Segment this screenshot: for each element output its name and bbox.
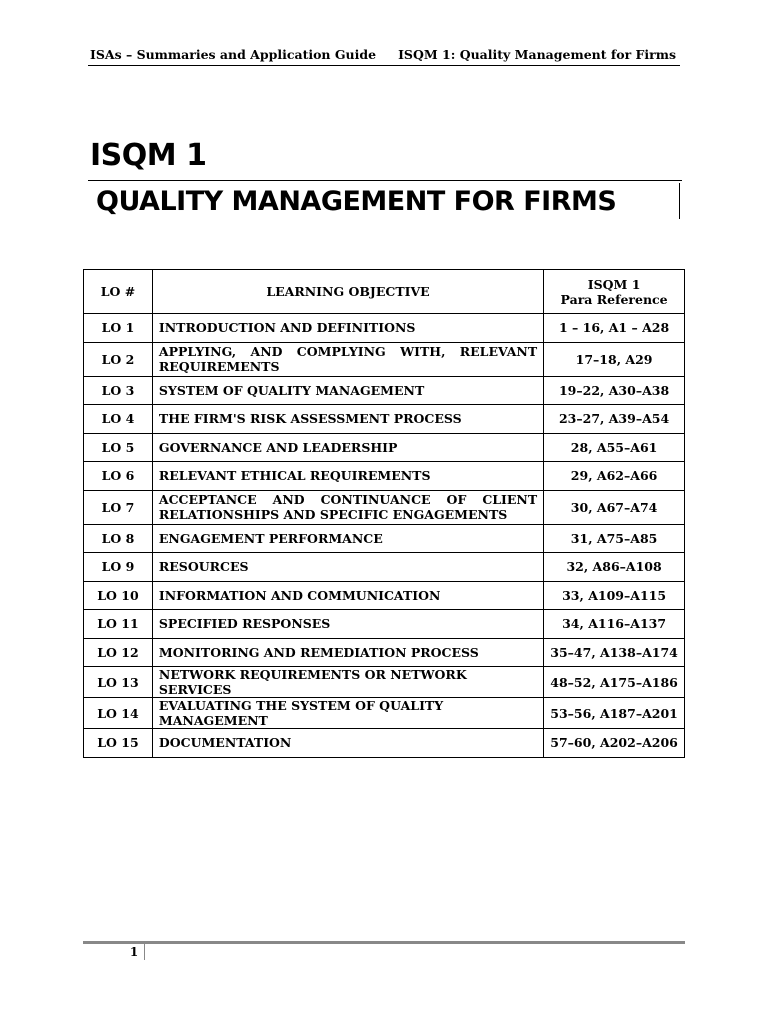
para-reference: 19–22, A30–A38 [544, 376, 685, 405]
table-row [84, 433, 685, 462]
learning-objective: THE FIRM'S RISK ASSESSMENT PROCESS [152, 405, 543, 434]
learning-objective: SPECIFIED RESPONSES [152, 610, 543, 639]
lo-number: LO 11 [84, 610, 153, 639]
table-row [84, 581, 685, 610]
header-right-text: ISQM 1: Quality Management for Firms [398, 47, 676, 62]
title-edge-bar [679, 183, 680, 219]
lo-number: LO 5 [84, 433, 153, 462]
table-header-row [84, 270, 685, 314]
table-row [84, 729, 685, 758]
running-header [88, 46, 680, 66]
table-row [84, 405, 685, 434]
document-title: ISQM 1 [90, 138, 207, 173]
learning-objectives-table [83, 269, 685, 758]
learning-objective: INFORMATION AND COMMUNICATION [152, 581, 543, 610]
learning-objective: SYSTEM OF QUALITY MANAGEMENT [152, 376, 543, 405]
para-reference: 53–56, A187–A201 [544, 698, 685, 729]
learning-objective: APPLYING, AND COMPLYING WITH, RELEVANT REQUIREMENTS [152, 342, 543, 376]
table-row [84, 698, 685, 729]
table-row [84, 524, 685, 553]
header-reference-line2: Para Reference [560, 291, 668, 307]
lo-number: LO 12 [84, 638, 153, 667]
learning-objective: GOVERNANCE AND LEADERSHIP [152, 433, 543, 462]
learning-objective: ACCEPTANCE AND CONTINUANCE OF CLIENT RELATIONSHIPS AND SPECIFIC ENGAGEMENTS [152, 490, 543, 524]
para-reference: 48–52, A175–A186 [544, 667, 685, 698]
table-row [84, 490, 685, 524]
lo-number: LO 7 [84, 490, 153, 524]
lo-number: LO 4 [84, 405, 153, 434]
lo-number: LO 6 [84, 462, 153, 491]
learning-objective: NETWORK REQUIREMENTS OR NETWORK SERVICES [152, 667, 543, 698]
learning-objective: INTRODUCTION AND DEFINITIONS [152, 314, 543, 343]
table-body [84, 314, 685, 758]
lo-number: LO 14 [84, 698, 153, 729]
header-reference [544, 270, 685, 314]
title-divider [88, 180, 682, 181]
table-row [84, 667, 685, 698]
para-reference: 31, A75–A85 [544, 524, 685, 553]
para-reference: 34, A116–A137 [544, 610, 685, 639]
lo-number: LO 8 [84, 524, 153, 553]
para-reference: 1 – 16, A1 – A28 [544, 314, 685, 343]
header-left-text: ISAs – Summaries and Application Guide [90, 47, 377, 62]
lo-number: LO 15 [84, 729, 153, 758]
learning-objective: RELEVANT ETHICAL REQUIREMENTS [152, 462, 543, 491]
learning-objective: EVALUATING THE SYSTEM OF QUALITY MANAGEMENT [152, 698, 543, 729]
table-row [84, 376, 685, 405]
learning-objective: MONITORING AND REMEDIATION PROCESS [152, 638, 543, 667]
para-reference: 29, A62–A66 [544, 462, 685, 491]
table-row [84, 553, 685, 582]
header-lo: LO # [84, 270, 153, 314]
lo-number: LO 3 [84, 376, 153, 405]
footer-rule [83, 941, 685, 944]
para-reference: 33, A109–A115 [544, 581, 685, 610]
lo-number: LO 10 [84, 581, 153, 610]
header-reference-line1: ISQM 1 [587, 276, 641, 292]
table-row [84, 610, 685, 639]
header-objective: LEARNING OBJECTIVE [152, 270, 543, 314]
table-row [84, 342, 685, 376]
document-subtitle: QUALITY MANAGEMENT FOR FIRMS [96, 186, 617, 217]
para-reference: 57–60, A202–A206 [544, 729, 685, 758]
lo-number: LO 13 [84, 667, 153, 698]
para-reference: 30, A67–A74 [544, 490, 685, 524]
para-reference: 17–18, A29 [544, 342, 685, 376]
lo-number: LO 2 [84, 342, 153, 376]
lo-number: LO 1 [84, 314, 153, 343]
para-reference: 23–27, A39–A54 [544, 405, 685, 434]
table-row [84, 314, 685, 343]
learning-objective: RESOURCES [152, 553, 543, 582]
table-row [84, 462, 685, 491]
lo-number: LO 9 [84, 553, 153, 582]
learning-objective: ENGAGEMENT PERFORMANCE [152, 524, 543, 553]
page-number-bar [144, 944, 145, 960]
para-reference: 28, A55–A61 [544, 433, 685, 462]
para-reference: 32, A86–A108 [544, 553, 685, 582]
table-row [84, 638, 685, 667]
page-number: 1 [129, 945, 139, 959]
para-reference: 35–47, A138–A174 [544, 638, 685, 667]
learning-objective: DOCUMENTATION [152, 729, 543, 758]
